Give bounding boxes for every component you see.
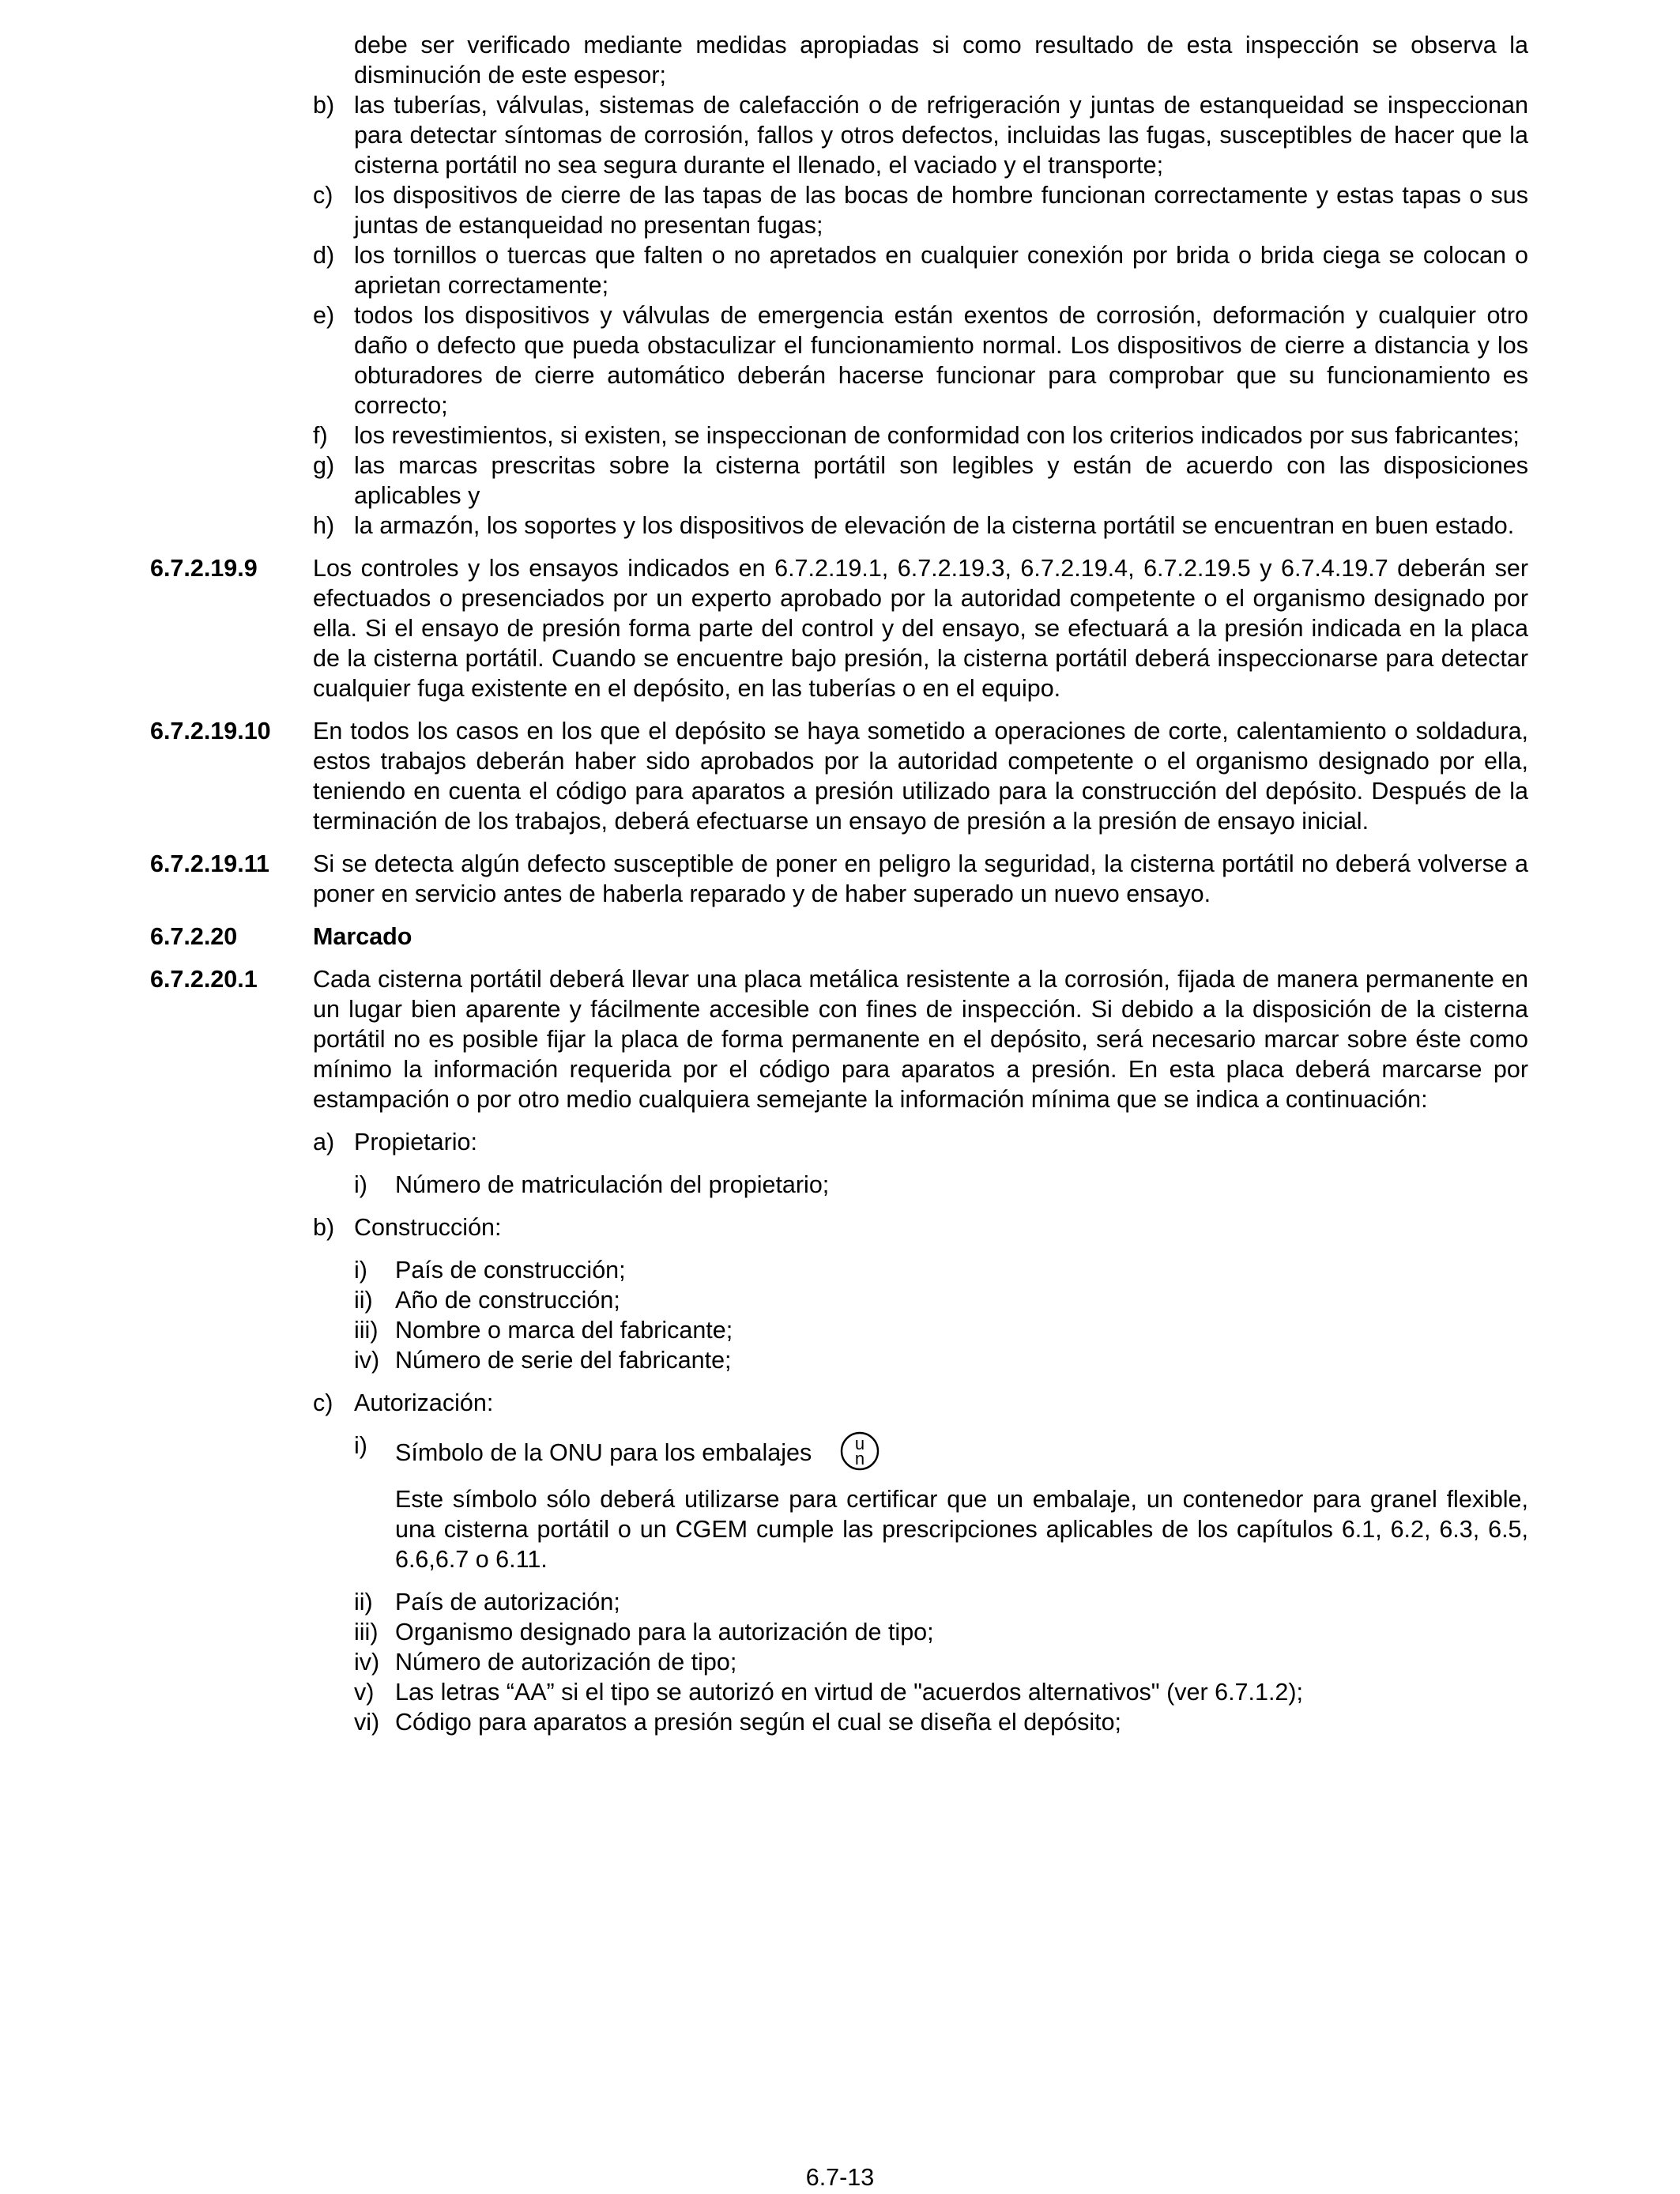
list-item (313, 420, 1528, 450)
sub-item (354, 1647, 1528, 1677)
sub-item-text: Año de construcción; (395, 1287, 620, 1314)
section-heading-marcado (150, 922, 1528, 952)
section-text: Los controles y los ensayos indicados en 6.7.2.19.1, 6.7.2.19.3, 6.7.2.19.4, 6.7.2.19.5 y 6.7.4.19.7 deberán ser efectuados o presenciados por un experto aprobado por la autoridad competente o el organismo designado por ella. Si el ensayo de presión forma parte del control y del ensayo, se efectuará a la presión indicada en la placa de la cisterna portátil. Cuando se encuentre bajo presión, la cisterna portátil deberá inspeccionarse para detectar cualquier fuga existente en el depósito, en las tuberías o en el equipo. (313, 555, 1528, 702)
group-heading (313, 1127, 1528, 1157)
item-label: h) (313, 512, 335, 539)
item-label: e) (313, 302, 335, 329)
sub-item-label: v) (354, 1679, 375, 1706)
sub-item-label: ii) (354, 1287, 373, 1314)
section-6-7-2-19-10 (150, 716, 1528, 836)
item-label: f) (313, 422, 328, 449)
sub-item (354, 1315, 1528, 1345)
section-number: 6.7.2.20 (150, 923, 238, 950)
item-text: las marcas prescritas sobre la cisterna portátil son legibles y están de acuerdo con las disposiciones aplicables y (354, 452, 1528, 509)
sub-item (354, 1707, 1528, 1737)
list-item (313, 90, 1528, 180)
section-6-7-2-20-1 (150, 964, 1528, 1114)
sub-item-label: iii) (354, 1317, 379, 1344)
group-heading (313, 1388, 1528, 1418)
sub-item-text (395, 1431, 1528, 1472)
group-title: Propietario: (354, 1129, 477, 1155)
item-label: g) (313, 452, 335, 479)
sub-item (354, 1345, 1528, 1375)
un-symbol-note: Este símbolo sólo deberá utilizarse para certificar que un embalaje, un contenedor para granel flexible, una cisterna portátil o un CGEM cumple las prescripciones aplicables de los capítulos 6.1, 6.2, 6.3, 6.5, 6.6,6.7 o 6.11. (395, 1486, 1528, 1573)
sub-item (354, 1677, 1528, 1707)
group-label: a) (313, 1129, 335, 1155)
sub-item-text: Nombre o marca del fabricante; (395, 1317, 733, 1344)
item-text: los tornillos o tuercas que falten o no apretados en cualquier conexión por brida o brida ciega se colocan o aprietan correctamente; (354, 242, 1528, 299)
sub-item-text: País de autorización; (395, 1589, 620, 1615)
list-item (313, 180, 1528, 240)
sub-item-text: Código para aparatos a presión según el cual se diseña el depósito; (395, 1709, 1122, 1736)
group-propietario (150, 1127, 1528, 1200)
group-heading (313, 1212, 1528, 1242)
inspection-list (150, 30, 1528, 541)
item-text: todos los dispositivos y válvulas de emergencia están exentos de corrosión, deformación y cualquier otro daño o defecto que pueda obstaculizar el funcionamiento normal. Los dispositivos de cierre a distancia y los obturadores de cierre automático deberán hacerse funcionar para comprobar que su funcionamiento es correcto; (354, 302, 1528, 419)
sub-item-label: i) (354, 1171, 367, 1198)
group-label: b) (313, 1214, 335, 1241)
un-symbol-letter-u: u (854, 1434, 864, 1453)
page-content (150, 30, 1528, 1737)
sub-item-text: Número de matriculación del propietario; (395, 1171, 830, 1198)
list-item (313, 30, 1528, 90)
group-title: Autorización: (354, 1389, 494, 1416)
item-label: c) (313, 182, 333, 209)
sub-item-label: iv) (354, 1347, 380, 1374)
sub-item (354, 1617, 1528, 1647)
sub-item-text: Las letras “AA” si el tipo se autorizó en virtud de "acuerdos alternativos" (ver 6.7.1.2); (395, 1679, 1304, 1706)
section-6-7-2-19-11 (150, 849, 1528, 909)
item-text: las tuberías, válvulas, sistemas de calefacción o de refrigeración y juntas de estanqueidad se inspeccionan para detectar síntomas de corrosión, fallos y otros defectos, incluidas las fugas, susceptibles de hacer que la cisterna portátil no sea segura durante el llenado, el vaciado y el transporte; (354, 92, 1528, 179)
sub-item-text: Organismo designado para la autorización de tipo; (395, 1619, 934, 1646)
item-label: d) (313, 242, 335, 269)
sub-item-label: iv) (354, 1649, 380, 1676)
section-title: Marcado (313, 923, 412, 950)
sub-item (354, 1170, 1528, 1200)
section-number: 6.7.2.20.1 (150, 966, 258, 993)
un-symbol-text: Símbolo de la ONU para los embalajes (395, 1439, 812, 1466)
sub-item-text: País de construcción; (395, 1257, 626, 1284)
item-label: b) (313, 92, 335, 119)
sub-item (354, 1255, 1528, 1285)
list-item (313, 450, 1528, 511)
list-item (313, 240, 1528, 300)
item-text: los revestimientos, si existen, se inspeccionan de conformidad con los criterios indicados por sus fabricantes; (354, 422, 1520, 449)
item-text: la armazón, los soportes y los dispositivos de elevación de la cisterna portátil se encuentran en buen estado. (354, 512, 1515, 539)
group-title: Construcción: (354, 1214, 502, 1241)
item-text: debe ser verificado mediante medidas apropiadas si como resultado de esta inspección se observa la disminución de este espesor; (354, 32, 1528, 89)
group-autorizacion (150, 1388, 1528, 1737)
un-symbol-letter-n: n (854, 1449, 864, 1468)
item-label (313, 30, 354, 90)
sub-item-label: i) (354, 1257, 367, 1284)
section-text: Cada cisterna portátil deberá llevar una placa metálica resistente a la corrosión, fijada de manera permanente en un lugar bien aparente y fácilmente accesible con fines de inspección. Si debido a la disposición de la cisterna portátil no es posible fijar la placa de forma permanente en el depósito, será necesario marcar sobre éste como mínimo la información requerida por el código para aparatos a presión. En esta placa deberá marcarse por estampación o por otro medio cualquiera semejante la información mínima que se indica a continuación: (313, 966, 1528, 1113)
sub-item-label: vi) (354, 1709, 380, 1736)
section-6-7-2-19-9 (150, 553, 1528, 703)
page-number: 6.7-13 (805, 2164, 875, 2191)
un-packaging-symbol-icon (839, 1431, 880, 1472)
section-number: 6.7.2.19.11 (150, 850, 269, 877)
sub-item (354, 1587, 1528, 1617)
sub-item (354, 1431, 1528, 1472)
sub-item-label: iii) (354, 1619, 379, 1646)
sub-item-label: ii) (354, 1589, 373, 1615)
section-text: En todos los casos en los que el depósito se haya sometido a operaciones de corte, calentamiento o soldadura, estos trabajos deberán haber sido aprobados por la autoridad competente o el organismo designado por ella, teniendo en cuenta el código para aparatos a presión utilizado para la construcción del depósito. Después de la terminación de los trabajos, deberá efectuarse un ensayo de presión a la presión de ensayo inicial. (313, 718, 1528, 835)
section-text: Si se detecta algún defecto susceptible de poner en peligro la seguridad, la cisterna portátil no deberá volverse a poner en servicio antes de haberla reparado y de haber superado un nuevo ensayo. (313, 850, 1528, 907)
group-construccion (150, 1212, 1528, 1375)
sub-item-text: Número de autorización de tipo; (395, 1649, 737, 1676)
list-item (313, 511, 1528, 541)
list-item (313, 300, 1528, 420)
section-number: 6.7.2.19.9 (150, 555, 258, 582)
sub-item-text: Número de serie del fabricante; (395, 1347, 732, 1374)
group-label: c) (313, 1389, 333, 1416)
item-text: los dispositivos de cierre de las tapas de las bocas de hombre funcionan correctamente y estas tapas o sus juntas de estanqueidad no presentan fugas; (354, 182, 1528, 239)
sub-item-label: i) (354, 1432, 367, 1459)
sub-item (354, 1285, 1528, 1315)
section-number: 6.7.2.19.10 (150, 718, 271, 745)
